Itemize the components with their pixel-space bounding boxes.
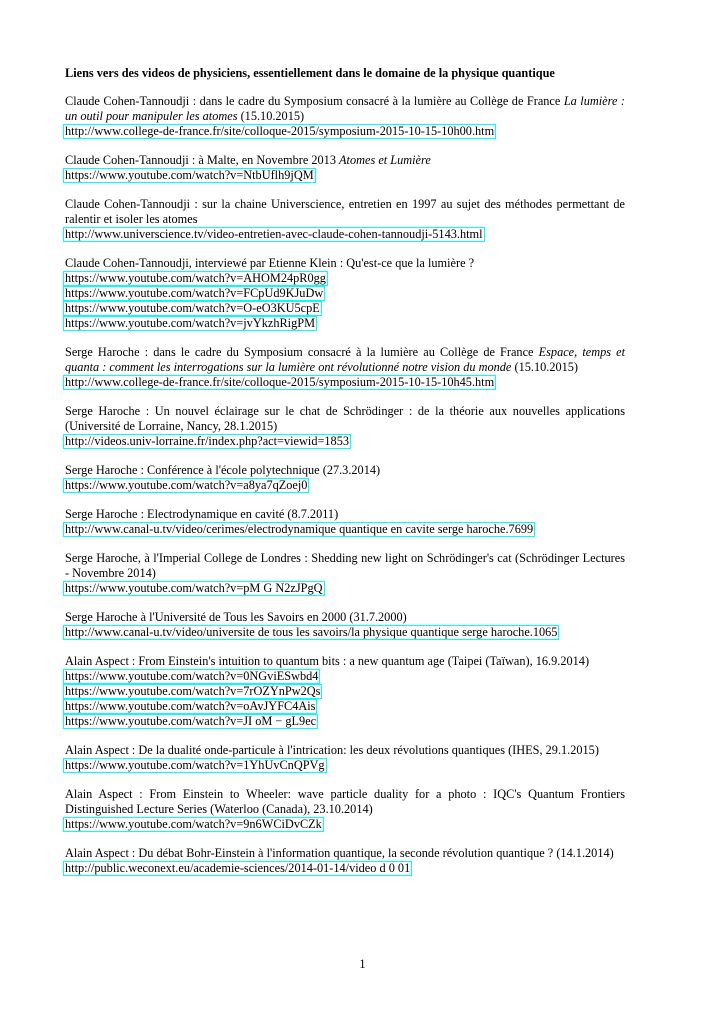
entry-text: Claude Cohen-Tannoudji : dans le cadre du Symposium consacré à la lumière au Collège de France: [65, 94, 564, 108]
entry-title-italic: Atomes et Lumière: [339, 153, 431, 167]
entry: [65, 153, 625, 183]
entry-text: Serge Haroche : Un nouvel éclairage sur le chat de Schrödinger : de la théorie aux nouvelles applications (Université de Lorraine, Nancy, 28.1.2015): [65, 404, 625, 433]
entry: [65, 197, 625, 242]
video-link[interactable]: https://www.youtube.com/watch?v=JI oM − gL9ec: [65, 714, 317, 728]
entry-description: [65, 610, 625, 625]
link-line: [65, 699, 625, 714]
entry-text: Alain Aspect : From Einstein's intuition to quantum bits : a new quantum age (Taipei (Taïwan), 16.9.2014): [65, 654, 590, 668]
link-line: [65, 316, 625, 331]
link-line: [65, 478, 625, 493]
video-link[interactable]: https://www.youtube.com/watch?v=FCpUd9KJuDw: [65, 286, 324, 300]
link-line: [65, 301, 625, 316]
video-link[interactable]: http://www.college-de-france.fr/site/colloque-2015/symposium-2015-10-15-10h00.htm: [65, 124, 495, 138]
entry-description: [65, 507, 625, 522]
link-line: [65, 124, 625, 139]
video-link[interactable]: https://www.youtube.com/watch?v=AHOM24pR0gg: [65, 271, 326, 285]
entry-description: [65, 787, 625, 817]
entry: [65, 610, 625, 640]
link-line: [65, 625, 625, 640]
entry-text: Serge Haroche : dans le cadre du Symposium consacré à la lumière au Collège de France: [65, 345, 539, 359]
entry-description: [65, 463, 625, 478]
entry: [65, 256, 625, 331]
video-link[interactable]: https://www.youtube.com/watch?v=1YhUvCnQPVg: [65, 758, 325, 772]
entry: [65, 787, 625, 832]
entry-text: Alain Aspect : De la dualité onde-particule à l'intrication: les deux révolutions quantiques (IHES, 29.1.2015): [65, 743, 599, 757]
video-link[interactable]: https://www.youtube.com/watch?v=O-eO3KU5cpE: [65, 301, 320, 315]
video-link[interactable]: http://public.weconext.eu/academie-sciences/2014-01-14/video d 0 01: [65, 861, 411, 875]
entry-text: Serge Haroche à l'Université de Tous les Savoirs en 2000 (31.7.2000): [65, 610, 407, 624]
video-link[interactable]: http://www.canal-u.tv/video/universite de tous les savoirs/la physique quantique serge haroche.1065: [65, 625, 558, 639]
video-link[interactable]: https://www.youtube.com/watch?v=oAvJYFC4Ais: [65, 699, 316, 713]
entry-description: [65, 256, 625, 271]
entry-description: [65, 345, 625, 375]
entry-text: Alain Aspect : Du débat Bohr-Einstein à l'information quantique, la seconde révolution quantique ? (14.1.2014): [65, 846, 614, 860]
video-link[interactable]: https://www.youtube.com/watch?v=jvYkzhRigPM: [65, 316, 316, 330]
link-line: [65, 271, 625, 286]
page-number: 1: [359, 957, 366, 971]
link-line: [65, 758, 625, 773]
entry-title-italic: Espace, temps et quanta : comment les interrogations sur la lumière ont révolutionné notre vision du monde: [65, 345, 626, 374]
link-line: [65, 714, 625, 729]
entry: [65, 404, 625, 449]
entry-description: [65, 551, 625, 581]
entry: [65, 507, 625, 537]
entry: [65, 743, 625, 773]
video-link[interactable]: http://www.universcience.tv/video-entretien-avec-claude-cohen-tannoudji-5143.html: [65, 227, 483, 241]
entry: [65, 345, 625, 390]
entry-description: [65, 404, 625, 434]
entry-text: Serge Haroche, à l'Imperial College de Londres : Shedding new light on Schrödinger's cat (Schrödinger Lectures - Novembre 2014): [65, 551, 625, 580]
video-link[interactable]: http://www.college-de-france.fr/site/colloque-2015/symposium-2015-10-15-10h45.htm: [65, 375, 495, 389]
entry: [65, 94, 625, 139]
video-link[interactable]: https://www.youtube.com/watch?v=9n6WCiDvCZk: [65, 817, 322, 831]
entry-text: Claude Cohen-Tannoudji : à Malte, en Novembre 2013: [65, 153, 340, 167]
video-link[interactable]: https://www.youtube.com/watch?v=a8ya7qZoej0: [65, 478, 308, 492]
link-line: [65, 522, 625, 537]
entry: [65, 654, 625, 729]
entry-date: (15.10.2015): [511, 360, 579, 374]
entry-description: [65, 197, 625, 227]
entry-description: [65, 654, 625, 669]
link-line: [65, 669, 625, 684]
entry-description: [65, 846, 625, 861]
entry-description: [65, 743, 625, 758]
link-line: [65, 227, 625, 242]
video-link[interactable]: https://www.youtube.com/watch?v=7rOZYnPw2Qs: [65, 684, 321, 698]
entry-text: Serge Haroche : Electrodynamique en cavité (8.7.2011): [65, 507, 339, 521]
entry-date: (15.10.2015): [237, 109, 305, 123]
entry-title-italic: La lumière : un outil pour manipuler les atomes: [65, 94, 625, 123]
entry-text: Claude Cohen-Tannoudji, interviewé par Etienne Klein : Qu'est-ce que la lumière ?: [65, 256, 475, 270]
entry-description: [65, 94, 625, 124]
link-line: [65, 168, 625, 183]
entry-text: Serge Haroche : Conférence à l'école polytechnique (27.3.2014): [65, 463, 381, 477]
link-line: [65, 861, 625, 876]
link-line: [65, 434, 625, 449]
link-line: [65, 684, 625, 699]
video-link[interactable]: https://www.youtube.com/watch?v=NtbUflh9jQM: [65, 168, 314, 182]
video-link[interactable]: http://www.canal-u.tv/video/cerimes/electrodynamique quantique en cavite serge haroche.7699: [65, 522, 534, 536]
entry: [65, 846, 625, 876]
entry-text: Claude Cohen-Tannoudji : sur la chaine Universcience, entretien en 1997 au sujet des méthodes permettant de ralentir et isoler les atomes: [65, 197, 625, 226]
entry-text: Alain Aspect : From Einstein to Wheeler: wave particle duality for a photo : IQC's Quantum Frontiers Distinguished Lecture Series (Waterloo (Canada), 23.10.2014): [65, 787, 625, 816]
link-line: [65, 286, 625, 301]
entry: [65, 551, 625, 596]
entry-description: [65, 153, 625, 168]
video-link[interactable]: http://videos.univ-lorraine.fr/index.php?act=viewid=1853: [65, 434, 349, 448]
entry: [65, 463, 625, 493]
link-line: [65, 817, 625, 832]
link-line: [65, 581, 625, 596]
link-line: [65, 375, 625, 390]
video-link[interactable]: https://www.youtube.com/watch?v=0NGviESwbd4: [65, 669, 319, 683]
document-page: [65, 66, 625, 890]
video-link[interactable]: https://www.youtube.com/watch?v=pM G N2zJPgQ: [65, 581, 323, 595]
document-title: Liens vers des videos de physiciens, essentiellement dans le domaine de la physique quantique: [65, 66, 555, 80]
entry-list: [65, 94, 625, 876]
